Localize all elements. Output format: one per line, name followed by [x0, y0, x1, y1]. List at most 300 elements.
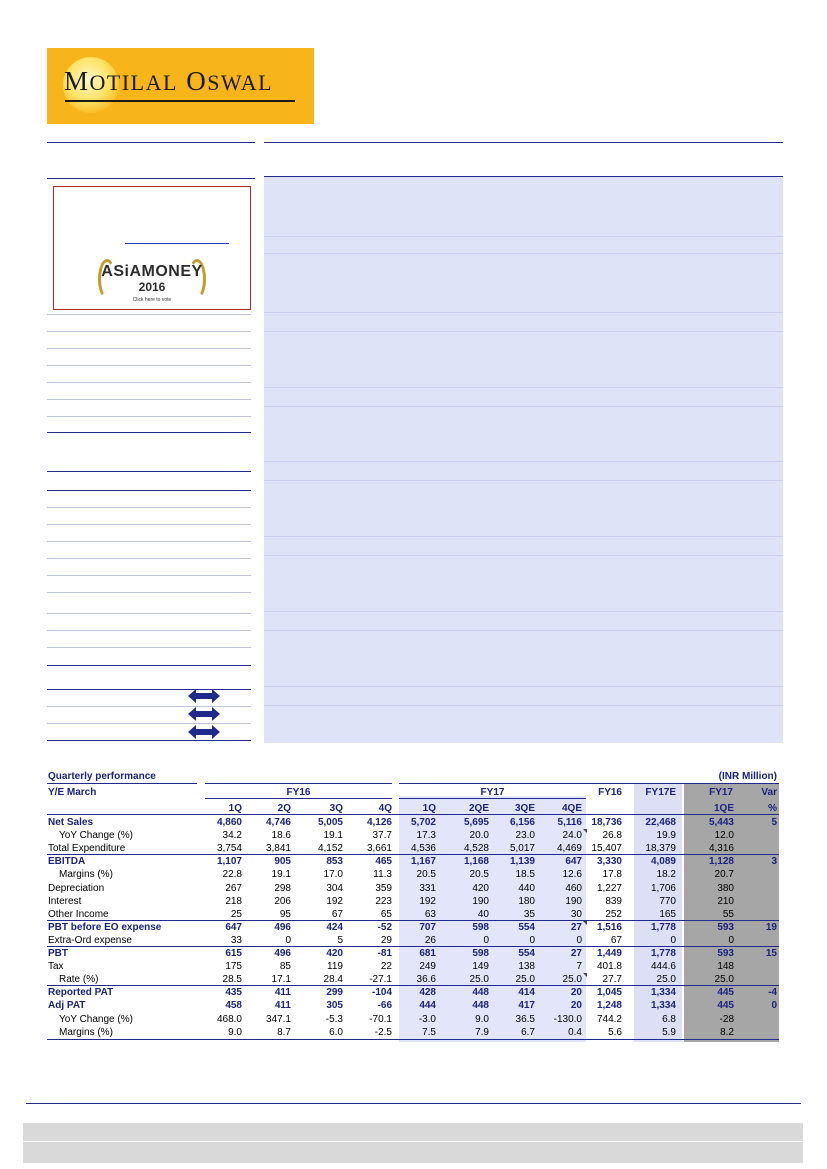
table-row	[47, 973, 779, 986]
table-cell: 17.3	[416, 830, 436, 842]
table-cell: 0	[771, 1000, 777, 1012]
table-cell: -66	[377, 1000, 392, 1012]
q-header: 3QE	[514, 803, 535, 814]
logo-wordmark: MOTILAL OSWAL	[64, 66, 274, 96]
table-row	[47, 1013, 779, 1026]
table-cell: 29	[380, 934, 392, 946]
table-cell: 554	[518, 921, 535, 933]
table-cell: 6.0	[329, 1026, 343, 1038]
table-cell: 20.5	[416, 869, 436, 881]
comment-marker	[583, 973, 587, 977]
table-unit: (INR Million)	[718, 771, 777, 782]
table-cell: 25.0	[469, 974, 489, 986]
panel-divider	[264, 555, 783, 556]
table-cell: 435	[225, 987, 242, 999]
table-cell: 4,089	[650, 856, 676, 868]
table-cell: -52	[377, 921, 392, 933]
snapshot-rule	[47, 365, 251, 366]
table-cell: 3	[771, 856, 777, 868]
table-cell: 359	[375, 882, 392, 894]
left-section-rule	[47, 178, 255, 179]
q-header: 2Q	[277, 803, 291, 814]
asiamoney-vote-banner[interactable]	[53, 186, 251, 310]
table-cell: -28	[719, 1013, 734, 1025]
q-header: %	[768, 803, 777, 814]
table-cell: 22.8	[222, 869, 242, 881]
row-label: YoY Change (%)	[59, 1013, 133, 1025]
fy17-sub-underline	[399, 798, 586, 799]
table-cell: 27	[570, 948, 582, 959]
table-cell: 1,107	[216, 856, 242, 868]
table-cell: 267	[225, 882, 242, 894]
q-header: 1QE	[713, 803, 734, 814]
table-cell: 905	[274, 856, 291, 868]
table-cell: 25.0	[562, 974, 582, 986]
table-row	[47, 842, 779, 855]
table-cell: 249	[419, 961, 436, 973]
table-cell: 25.0	[515, 974, 535, 986]
table-cell: 36.5	[515, 1013, 535, 1025]
table-cell: 9.0	[228, 1026, 242, 1038]
table-cell: 17.1	[271, 974, 291, 986]
table-cell: 4,528	[463, 843, 489, 855]
table-cell: -27.1	[369, 974, 392, 986]
table-cell: 5,116	[557, 817, 582, 828]
double-arrow-icon	[188, 725, 220, 739]
table-cell: 20	[570, 1000, 582, 1012]
comment-marker	[583, 829, 587, 833]
table-cell: 192	[326, 895, 343, 907]
table-cell: 55	[722, 908, 734, 920]
row-label: Tax	[48, 961, 64, 973]
row-label: PBT before EO expense	[48, 921, 162, 933]
table-cell: 19.1	[271, 869, 291, 881]
fy17-group-underline	[399, 783, 779, 784]
row-label: YoY Change (%)	[59, 830, 133, 842]
table-cell: 445	[717, 987, 734, 999]
table-cell: 18.2	[656, 869, 676, 881]
table-cell: 598	[472, 921, 489, 933]
table-cell: 0	[670, 934, 676, 946]
vote-caption[interactable]: Click here to vote	[132, 297, 172, 303]
table-cell: 5,005	[317, 817, 343, 828]
table-cell: 175	[225, 961, 242, 973]
table-cell: 22,468	[645, 817, 676, 828]
table-cell: 1,167	[410, 856, 436, 868]
table-cell: 210	[717, 895, 734, 907]
table-cell: 4,746	[265, 817, 291, 828]
snapshot-rule	[47, 706, 251, 707]
table-cell: 15	[765, 948, 777, 959]
table-cell	[743, 895, 777, 908]
table-cell: 428	[419, 987, 436, 999]
group-var: Var	[761, 787, 777, 798]
comment-marker	[583, 921, 587, 925]
snapshot-rule	[47, 630, 251, 631]
table-cell: 593	[717, 948, 734, 959]
table-cell: 18.5	[515, 869, 535, 881]
table-cell: 4,152	[317, 843, 343, 855]
row-label: Adj PAT	[48, 1000, 86, 1012]
footer-bar	[23, 1123, 803, 1163]
panel-divider	[264, 387, 783, 388]
table-cell: 1,128	[708, 856, 734, 868]
table-cell: 27.7	[602, 974, 622, 986]
panel-divider	[264, 630, 783, 631]
table-cell: 18,379	[645, 843, 676, 855]
table-cell: 647	[565, 856, 582, 868]
table-cell: 5	[771, 817, 777, 828]
snapshot-rule	[47, 399, 251, 400]
fy16-group-underline	[205, 783, 392, 784]
table-cell	[743, 934, 777, 947]
table-cell: 192	[419, 895, 436, 907]
table-cell: 25.0	[656, 974, 676, 986]
table-cell: 0	[285, 934, 291, 946]
table-cell: 615	[225, 948, 242, 959]
table-cell: 119	[327, 961, 343, 973]
panel-divider	[264, 461, 783, 462]
row-label: Total Expenditure	[48, 843, 126, 855]
table-row	[47, 934, 779, 947]
table-cell: 0	[728, 934, 734, 946]
table-cell: 4,316	[708, 843, 734, 855]
table-cell: 299	[326, 987, 343, 999]
table-cell: 411	[274, 1000, 291, 1012]
panel-divider	[264, 331, 783, 332]
table-cell: 148	[717, 961, 734, 973]
table-cell: 331	[419, 882, 436, 894]
panel-divider	[264, 253, 783, 254]
snapshot-rule	[47, 575, 251, 576]
table-cell: 218	[225, 895, 242, 907]
table-cell: 67	[331, 908, 343, 920]
snapshot-section-rule	[47, 740, 251, 741]
row-label: Margins (%)	[59, 869, 113, 881]
award-title: ASiAMONEY	[101, 263, 203, 280]
table-cell: 839	[605, 895, 622, 907]
table-cell: 28.5	[222, 974, 242, 986]
table-cell: 3,661	[366, 843, 392, 855]
snapshot-section-rule	[47, 689, 251, 690]
row-label: Margins (%)	[59, 1026, 113, 1038]
table-row	[47, 829, 779, 842]
table-row	[47, 816, 779, 829]
table-cell: 707	[419, 921, 436, 933]
table-row	[47, 882, 779, 895]
q-header: 1Q	[228, 803, 242, 814]
snapshot-rule	[47, 382, 251, 383]
row-label: EBITDA	[48, 856, 86, 868]
table-cell: 5.9	[662, 1026, 676, 1038]
table-cell: 5.6	[608, 1026, 622, 1038]
snapshot-rule	[47, 314, 251, 315]
table-row	[47, 895, 779, 908]
table-cell: 11.3	[373, 869, 392, 881]
group-fy17-q: FY17	[709, 787, 733, 798]
snapshot-rule	[47, 331, 251, 332]
table-cell: 444.6	[650, 961, 676, 973]
table-title-row	[47, 770, 779, 783]
table-cell: 7.5	[422, 1026, 436, 1038]
table-cell: 5,443	[708, 817, 734, 828]
fy16-sub-underline	[205, 798, 392, 799]
q-header: 1Q	[422, 803, 436, 814]
table-cell: 445	[717, 1000, 734, 1012]
table-cell: 190	[472, 895, 489, 907]
table-cell: 420	[472, 882, 489, 894]
table-cell: 28.4	[323, 974, 343, 986]
table-cell: 27	[570, 921, 582, 933]
table-cell: 448	[472, 987, 489, 999]
table-cell: 444	[419, 1000, 436, 1012]
table-cell: 36.6	[416, 974, 436, 986]
table-cell: 4,469	[556, 843, 582, 855]
table-cell: 40	[477, 908, 489, 920]
table-cell: 414	[518, 987, 535, 999]
table-cell: 20.5	[469, 869, 489, 881]
table-cell	[743, 1013, 777, 1026]
row-label: Interest	[48, 895, 82, 907]
table-cell	[743, 868, 777, 881]
company-logo	[47, 48, 314, 124]
table-cell: 5,695	[463, 817, 489, 828]
table-cell: -130.0	[553, 1013, 582, 1025]
table-cell: 0	[576, 934, 582, 946]
table-cell: 149	[472, 961, 489, 973]
table-row	[47, 1026, 779, 1039]
table-cell: 3,330	[596, 856, 622, 868]
snapshot-section-rule	[47, 471, 251, 472]
table-cell: 8.2	[720, 1026, 734, 1038]
table-cell: 19	[765, 921, 777, 933]
table-cell: 496	[274, 921, 291, 933]
table-cell: 26	[424, 934, 436, 946]
table-cell: 681	[419, 948, 436, 959]
group-fy17: FY17	[480, 787, 505, 798]
panel-divider	[264, 480, 783, 481]
table-cell: 298	[274, 882, 291, 894]
table-cell: 252	[605, 908, 622, 920]
table-cell: 4,860	[216, 817, 242, 828]
snapshot-rule	[47, 723, 251, 724]
table-row	[47, 999, 779, 1012]
table-cell: 420	[326, 948, 343, 959]
table-cell: 598	[472, 948, 489, 959]
table-cell: 458	[225, 1000, 242, 1012]
table-cell: -104	[371, 987, 392, 999]
table-cell: 25	[230, 908, 242, 920]
table-cell: 593	[717, 921, 734, 933]
table-row	[47, 947, 779, 960]
table-cell: 3,841	[265, 843, 291, 855]
table-cell: 19.9	[656, 830, 676, 842]
table-cell: 305	[326, 1000, 343, 1012]
footer-divider	[23, 1141, 803, 1142]
panel-divider	[264, 536, 783, 537]
table-cell: 12.6	[562, 869, 582, 881]
snapshot-rule	[47, 507, 251, 508]
table-cell: 304	[326, 882, 343, 894]
table-cell: 6.8	[662, 1013, 676, 1025]
panel-divider	[264, 406, 783, 407]
row-label: Reported PAT	[48, 987, 114, 999]
table-cell: 26.8	[602, 830, 622, 842]
panel-divider	[264, 611, 783, 612]
table-cell: 496	[274, 948, 291, 959]
table-cell: 6,156	[509, 817, 535, 828]
table-cell: -2.5	[374, 1026, 392, 1038]
snapshot-rule	[47, 348, 251, 349]
table-bottom-rule	[47, 1039, 779, 1040]
table-cell: -4	[768, 987, 777, 999]
row-label: PBT	[48, 948, 68, 959]
group-fy17e: FY17E	[645, 787, 676, 798]
double-arrow-icon	[188, 689, 220, 703]
table-cell: -81	[377, 948, 392, 959]
table-cell: 1,227	[596, 882, 622, 894]
snapshot-rule	[47, 647, 251, 648]
row-label: Other Income	[48, 908, 109, 920]
table-cell: 3,754	[216, 843, 242, 855]
table-cell: 17.0	[323, 869, 343, 881]
table-cell: 20.7	[714, 869, 734, 881]
table-cell: 1,139	[509, 856, 535, 868]
table-cell: 95	[279, 908, 291, 920]
table-cell: -3.0	[418, 1013, 436, 1025]
table-cell: 34.2	[222, 830, 242, 842]
table-cell: 22	[380, 961, 392, 973]
table-cell: 18.6	[271, 830, 291, 842]
table-cell: -5.3	[325, 1013, 343, 1025]
table-cell: 4,126	[366, 817, 392, 828]
col-label: Y/E March	[48, 787, 97, 798]
table-cell: 440	[518, 882, 535, 894]
table-cell: 0	[483, 934, 489, 946]
table-cell: 1,449	[596, 948, 622, 959]
table-cell: 468.0	[216, 1013, 242, 1025]
table-cell: 138	[518, 961, 535, 973]
row-label: Rate (%)	[59, 974, 99, 986]
table-cell: 1,516	[596, 921, 622, 933]
table-cell: 411	[274, 987, 291, 999]
table-cell: 23.0	[515, 830, 535, 842]
title-underline	[47, 783, 197, 784]
table-cell: 63	[424, 908, 436, 920]
award-year: 2016	[138, 280, 166, 294]
table-cell: 65	[380, 908, 392, 920]
vote-link-underline[interactable]	[125, 243, 229, 244]
table-cell: 6.7	[521, 1026, 535, 1038]
snapshot-rule	[47, 592, 251, 593]
table-cell: 1,045	[596, 987, 622, 999]
table-cell: 24.0	[562, 830, 582, 842]
panel-divider	[264, 312, 783, 313]
q-header: 4Q	[378, 803, 392, 814]
table-cell: 9.0	[475, 1013, 489, 1025]
table-cell: 1,248	[596, 1000, 622, 1012]
table-cell: 7.9	[475, 1026, 489, 1038]
table-cell: 37.7	[372, 830, 392, 842]
group-fy16: FY16	[286, 787, 311, 798]
snapshot-rule	[47, 541, 251, 542]
table-cell: 20	[570, 987, 582, 999]
table-cell: 5,017	[509, 843, 535, 855]
table-cell: 1,706	[650, 882, 676, 894]
row-label: Depreciation	[48, 882, 105, 894]
table-cell: 424	[326, 921, 343, 933]
table-cell: 0.4	[568, 1026, 582, 1038]
panel-divider	[264, 686, 783, 687]
table-cell: 15,407	[591, 843, 622, 855]
table-cell: 85	[279, 961, 291, 973]
table-row	[47, 868, 779, 881]
table-cell: 448	[472, 1000, 489, 1012]
table-cell: 25.0	[714, 974, 734, 986]
snapshot-rule	[47, 558, 251, 559]
table-cell: 206	[274, 895, 291, 907]
row-label: Net Sales	[48, 817, 94, 828]
panel-divider	[264, 236, 783, 237]
table-cell: 0	[529, 934, 535, 946]
table-cell: 12.0	[714, 830, 734, 842]
table-cell: 190	[565, 895, 582, 907]
table-cell: 5,702	[410, 817, 436, 828]
table-cell: 17.8	[602, 869, 622, 881]
table-row	[47, 960, 779, 973]
table-row	[47, 855, 779, 868]
table-cell: 4,536	[410, 843, 436, 855]
table-cell: 30	[570, 908, 582, 920]
row-label: Extra-Ord expense	[48, 934, 132, 946]
left-header-rule	[47, 142, 255, 143]
right-header-rule	[264, 142, 783, 143]
snapshot-rule	[47, 613, 251, 614]
table-cell: 1,778	[650, 921, 676, 933]
commentary-panel	[264, 177, 783, 743]
table-cell: 554	[518, 948, 535, 959]
table-cell: 460	[565, 882, 582, 894]
table-cell	[743, 908, 777, 921]
table-cell: 347.1	[265, 1013, 291, 1025]
group-fy16-annual: FY16	[598, 787, 622, 798]
table-cell: 853	[326, 856, 343, 868]
table-cell: 401.8	[596, 961, 622, 973]
table-cell: -70.1	[369, 1013, 392, 1025]
table-cell: 18,736	[591, 817, 622, 828]
snapshot-section-rule	[47, 490, 251, 491]
table-cell: 744.2	[596, 1013, 622, 1025]
table-cell	[743, 973, 777, 986]
table-cell: 180	[518, 895, 535, 907]
table-cell: 223	[375, 895, 392, 907]
q-header: 4QE	[561, 803, 582, 814]
table-cell: 33	[230, 934, 242, 946]
table-cell: 5	[337, 934, 343, 946]
q-header: 2QE	[468, 803, 489, 814]
table-cell	[743, 842, 777, 855]
logo-underline	[65, 100, 295, 102]
footer-rule	[26, 1103, 801, 1104]
snapshot-rule	[47, 524, 251, 525]
snapshot-section-rule	[47, 432, 251, 433]
table-cell: 647	[225, 921, 242, 933]
table-cell: 465	[375, 856, 392, 868]
table-cell: 417	[518, 1000, 535, 1012]
table-row	[47, 921, 779, 934]
panel-divider	[264, 705, 783, 706]
table-row	[47, 908, 779, 921]
